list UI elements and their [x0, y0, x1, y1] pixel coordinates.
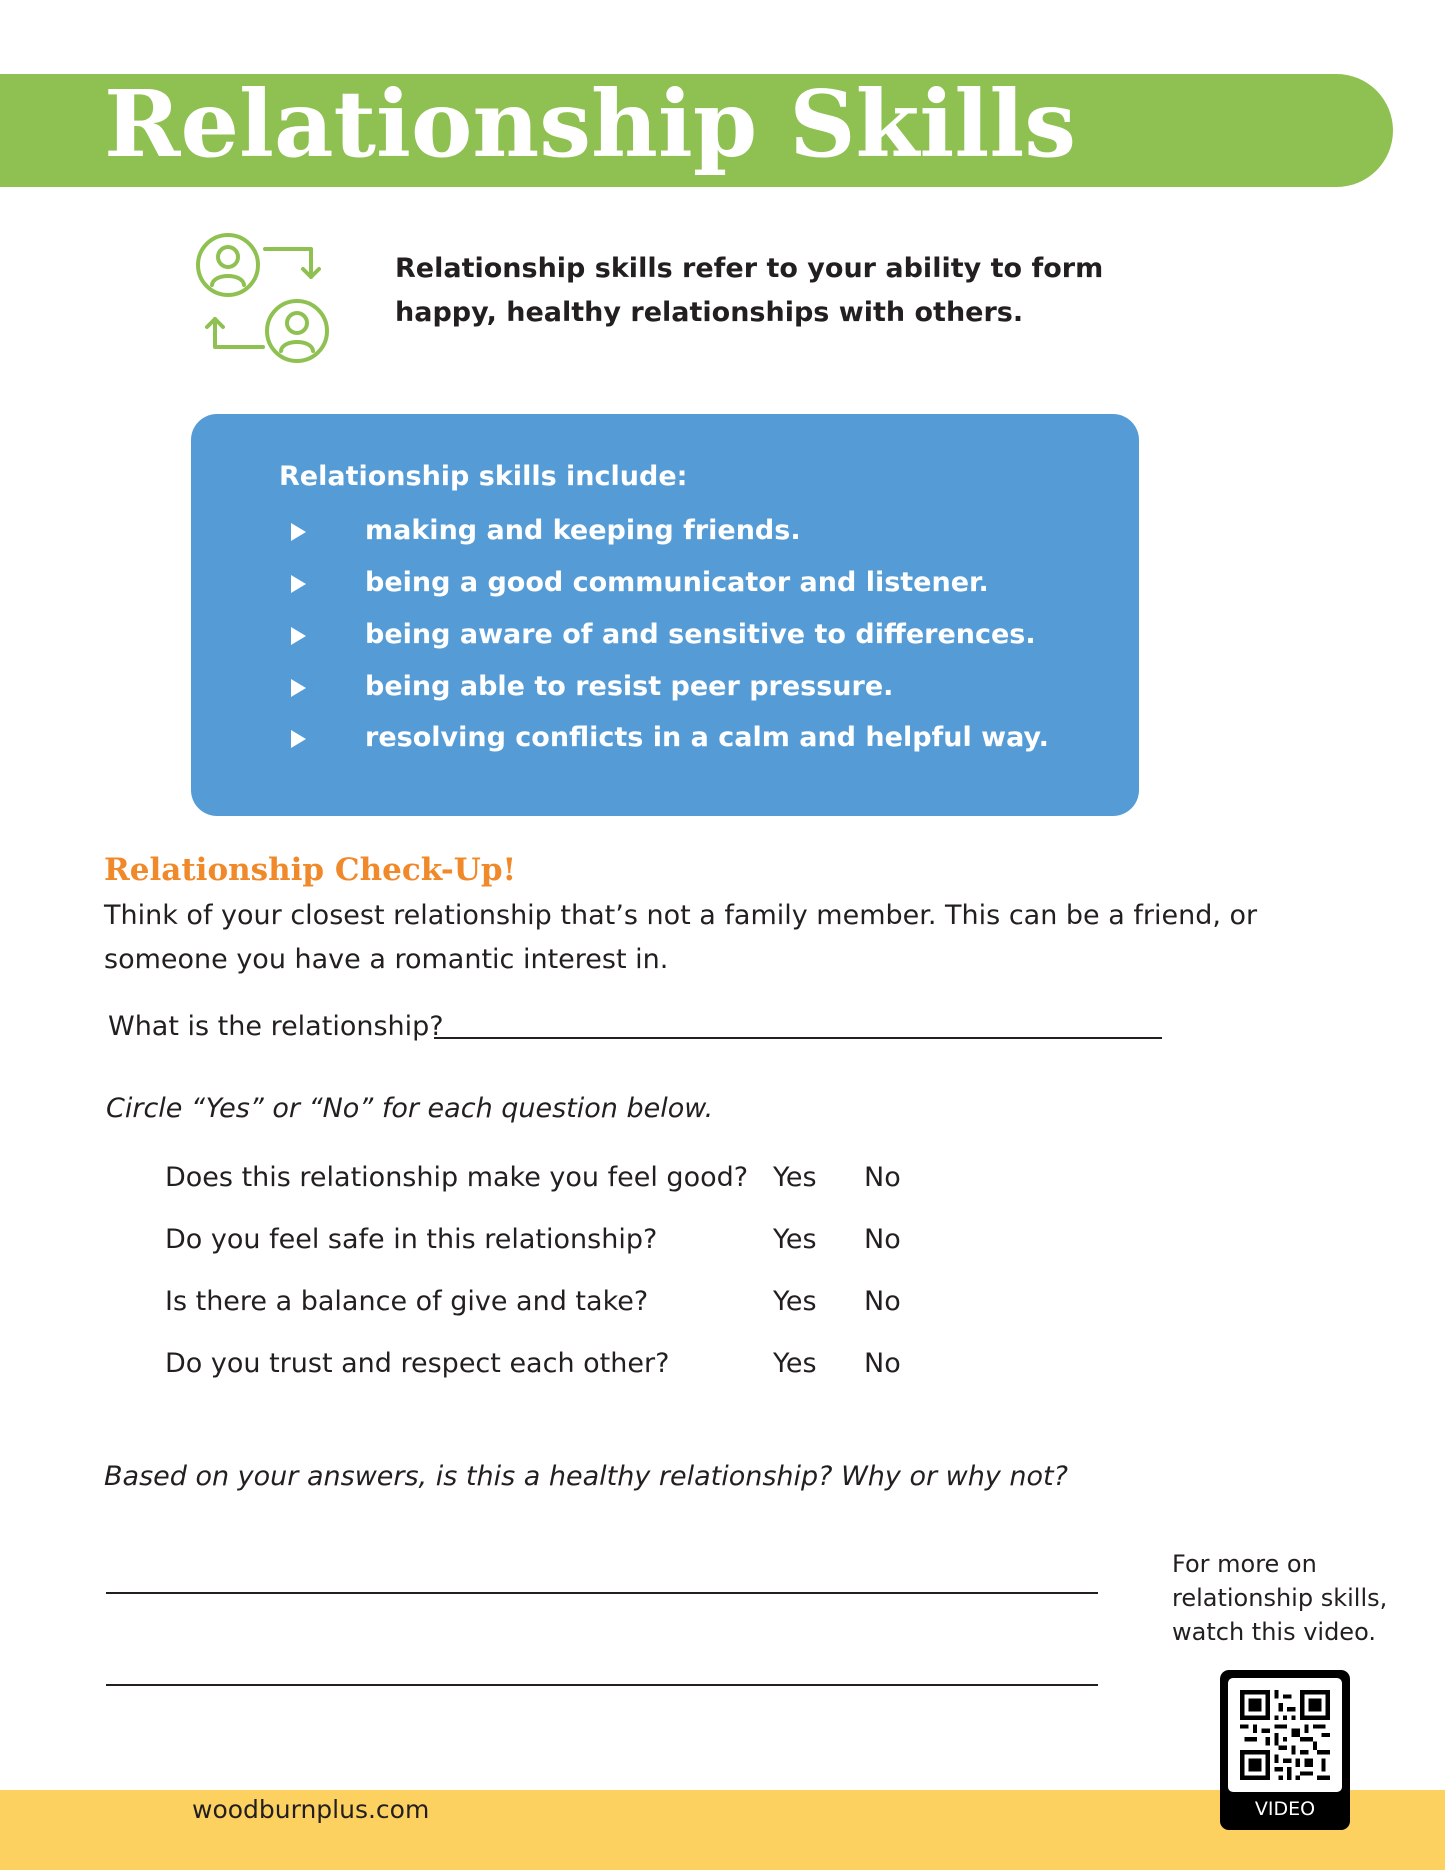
reflection-answer-line[interactable]	[106, 1592, 1098, 1594]
yes-option[interactable]: Yes	[773, 1162, 817, 1193]
footer-url[interactable]: woodburnplus.com	[192, 1795, 430, 1824]
triangle-right-icon	[291, 627, 306, 645]
relationship-exchange-icon	[193, 227, 335, 369]
no-option[interactable]: No	[864, 1224, 901, 1255]
question-row	[0, 1344, 1000, 1384]
triangle-right-icon	[291, 523, 306, 541]
question-text: Is there a balance of give and take?	[165, 1286, 649, 1317]
reflection-question: Based on your answers, is this a healthy relationship? Why or why not?	[104, 1461, 1068, 1492]
question-row	[0, 1282, 1000, 1322]
page-title: Relationship Skills	[104, 70, 1077, 178]
video-label: VIDEO	[1254, 1798, 1316, 1820]
skill-item-label: making and keeping friends.	[365, 515, 801, 546]
skill-item	[191, 667, 1139, 707]
checkup-description: Think of your closest relationship that’s not a family member. This can be a friend, or someone you have a romantic interest in.	[104, 900, 1258, 975]
skill-item	[191, 563, 1139, 603]
yes-option[interactable]: Yes	[773, 1286, 817, 1317]
instruction-text: Circle “Yes” or “No” for each question below.	[106, 1093, 714, 1124]
question-text: Do you trust and respect each other?	[165, 1348, 670, 1379]
triangle-right-icon	[291, 730, 306, 748]
skill-item-label: being able to resist peer pressure.	[365, 671, 894, 702]
video-qr-badge[interactable]	[1220, 1670, 1350, 1830]
question-row	[0, 1158, 1000, 1198]
triangle-right-icon	[291, 575, 306, 593]
question-text: Do you feel safe in this relationship?	[165, 1224, 658, 1255]
no-option[interactable]: No	[864, 1162, 901, 1193]
video-prompt: For more on relationship skills, watch this video.	[1172, 1550, 1388, 1646]
skill-item	[191, 615, 1139, 655]
yes-option[interactable]: Yes	[773, 1224, 817, 1255]
triangle-right-icon	[291, 679, 306, 697]
reflection-answer-line[interactable]	[106, 1684, 1098, 1686]
intro-text: Relationship skills refer to your ability to form happy, healthy relationships with others.	[395, 253, 1104, 328]
question-text: Does this relationship make you feel good?	[165, 1162, 749, 1193]
relationship-answer-line[interactable]	[434, 1037, 1162, 1039]
yes-option[interactable]: Yes	[773, 1348, 817, 1379]
skill-item	[191, 511, 1139, 551]
checkup-title: Relationship Check-Up!	[104, 852, 517, 888]
skills-heading: Relationship skills include:	[279, 461, 688, 492]
relationship-question: What is the relationship?	[108, 1011, 444, 1042]
question-row	[0, 1220, 1000, 1260]
skill-item-label: resolving conflicts in a calm and helpful way.	[365, 722, 1049, 753]
no-option[interactable]: No	[864, 1286, 901, 1317]
qr-code-icon	[1240, 1690, 1330, 1780]
skill-item-label: being aware of and sensitive to differences.	[365, 619, 1036, 650]
skill-item	[191, 718, 1139, 758]
qr-panel	[1228, 1678, 1342, 1792]
no-option[interactable]: No	[864, 1348, 901, 1379]
skill-item-label: being a good communicator and listener.	[365, 567, 989, 598]
skills-box	[191, 414, 1139, 816]
